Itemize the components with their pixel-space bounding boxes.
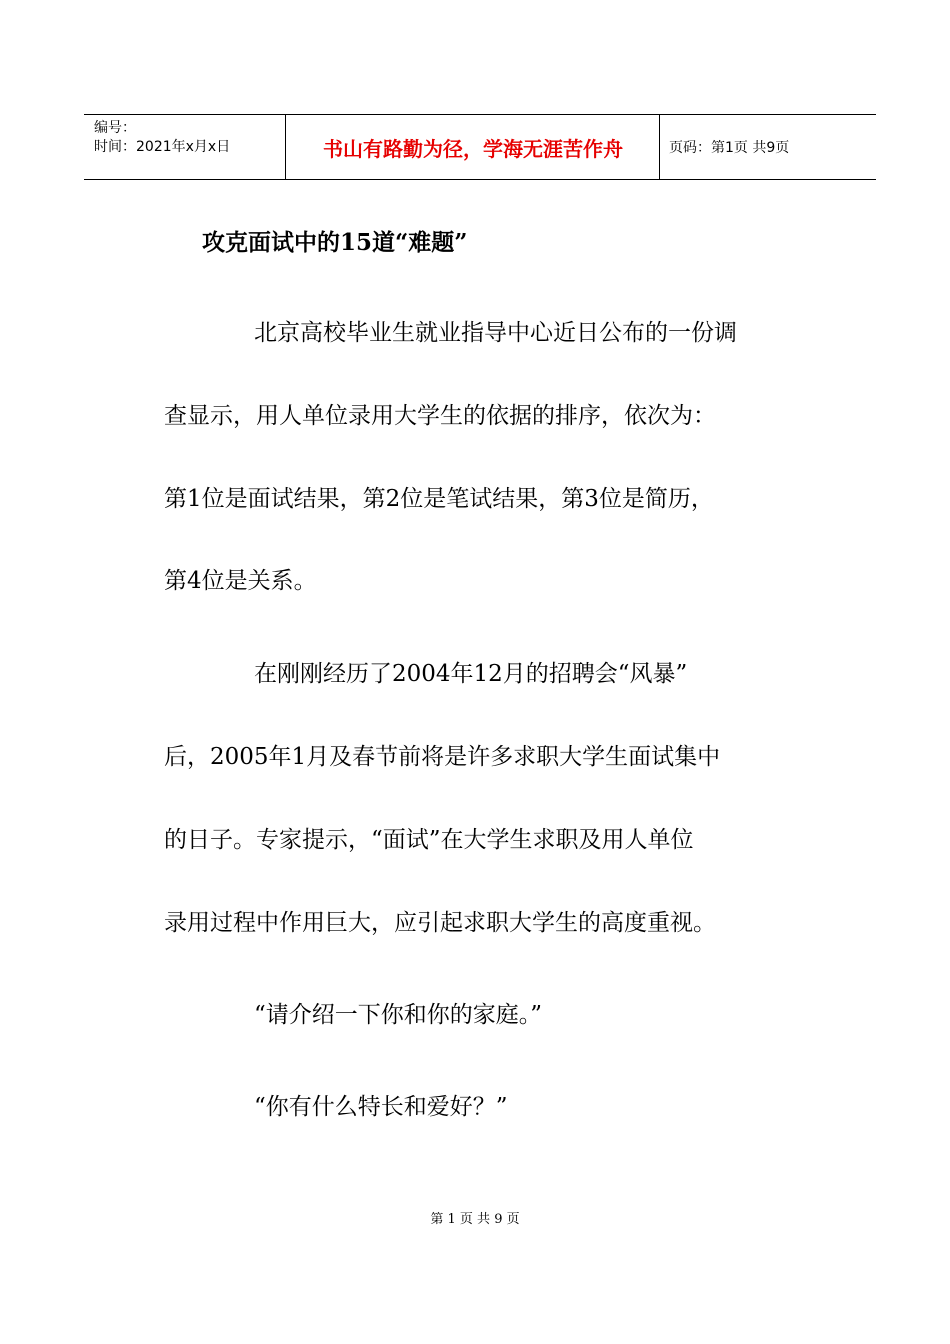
page-footer: 第 1 页 共 9 页 <box>430 1212 520 1227</box>
header-divider <box>659 115 660 179</box>
header-page-info: 页码：第1页 共9页 <box>669 140 790 156</box>
header-motto: 书山有路勤为径，学海无涯苦作舟 <box>323 136 623 161</box>
time-label: 时间：2021年x月x日 <box>94 139 231 155</box>
body-line: 第1位是面试结果，第2位是笔试结果，第3位是简历， <box>164 486 714 512</box>
body-line: 在刚刚经历了2004年12月的招聘会“风暴” <box>254 661 688 687</box>
body-line: 北京高校毕业生就业指导中心近日公布的一份调 <box>254 320 737 346</box>
quote-line: “你有什么特长和爱好？” <box>254 1094 508 1120</box>
body-line: 第4位是关系。 <box>164 568 317 594</box>
number-label: 编号： <box>94 120 136 136</box>
body-line: 后，2005年1月及春节前将是许多求职大学生面试集中 <box>164 744 721 770</box>
document-title: 攻克面试中的15道“难题” <box>202 229 468 256</box>
page-header <box>84 114 876 180</box>
body-line: 录用过程中作用巨大，应引起求职大学生的高度重视。 <box>164 910 716 936</box>
header-meta <box>94 119 230 157</box>
quote-line: “请介绍一下你和你的家庭。” <box>254 1002 543 1028</box>
body-line: 查显示，用人单位录用大学生的依据的排序，依次为： <box>164 403 716 429</box>
body-line: 的日子。专家提示，“面试”在大学生求职及用人单位 <box>164 827 694 853</box>
